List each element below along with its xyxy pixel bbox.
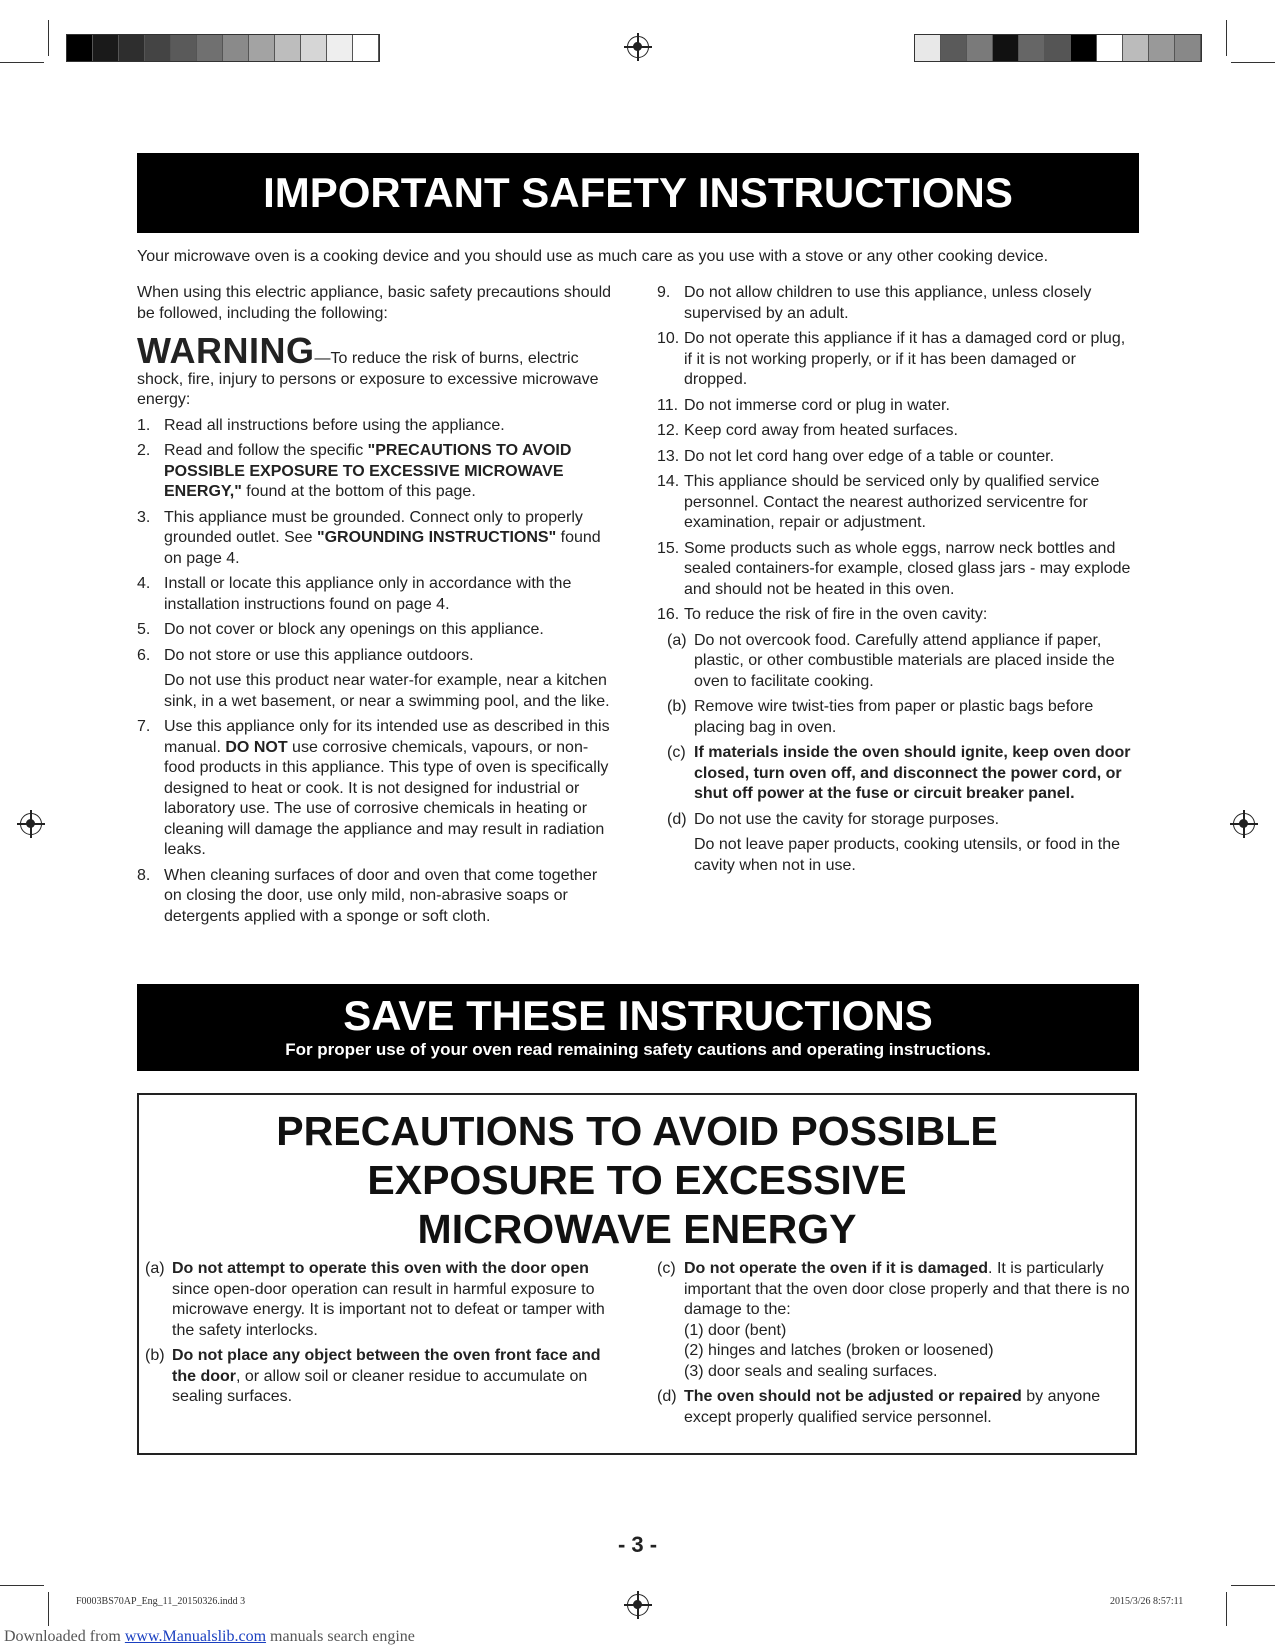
list-item-extra: Do not use this product near water-for example, near a kitchen sink, in a wet basement, or near a swimming pool, and the like. [164, 672, 610, 710]
list-item-number: 13. [657, 447, 680, 465]
list-item-text: The oven should not be adjusted or repaired [684, 1388, 1022, 1405]
list-item-text: , or allow soil or cleaner residue to accumulate on sealing surfaces. [172, 1367, 588, 1405]
list-item [657, 329, 1137, 391]
list-item [145, 1346, 615, 1408]
list-item-number: 7. [137, 718, 151, 735]
list-item-number: (b) [145, 1347, 165, 1364]
list-item-line: (2) hinges and latches (broken or loosened) [684, 1342, 994, 1359]
list-item-text: Read all instructions before using the appliance. [164, 416, 505, 434]
color-swatch [197, 35, 223, 61]
list-item-text: Do not store or use this appliance outdoors. [164, 646, 474, 664]
list-item-text: "GROUNDING INSTRUCTIONS" [317, 529, 557, 546]
list-item-text: Remove wire twist-ties from paper or plastic bags before placing bag in oven. [694, 698, 1094, 736]
list-item-text: Keep cord away from heated surfaces. [684, 422, 958, 439]
color-swatch [119, 35, 145, 61]
safety-list-left [137, 416, 617, 928]
precautions-list-right [657, 1259, 1133, 1433]
list-item-text: Do not attempt to operate this oven with the door open [172, 1260, 589, 1277]
list-item [657, 1259, 1133, 1382]
list-item-number: (c) [657, 1260, 676, 1277]
list-item-text: by anyone except properly qualified service personnel. [684, 1388, 1101, 1426]
list-item-number: 3. [137, 508, 151, 526]
list-item [137, 646, 617, 713]
registration-mark-icon [1233, 813, 1255, 835]
list-item [657, 810, 1137, 877]
list-item [137, 866, 617, 928]
date-slug: 2015/3/26 8:57:11 [1110, 1596, 1184, 1607]
color-bar-right [914, 34, 1202, 62]
list-item-text: "PRECAUTIONS TO AVOID POSSIBLE EXPOSURE TO EXCESSIVE MICROWAVE ENERGY," [164, 442, 572, 500]
list-item-number: (b) [667, 698, 687, 715]
color-swatch [941, 35, 967, 61]
color-swatch [1045, 35, 1071, 61]
file-slug: F0003BS70AP_Eng_11_20150326.indd 3 [76, 1596, 246, 1607]
color-swatch [1071, 35, 1097, 61]
list-item-number: (a) [667, 631, 687, 649]
list-item-text: This appliance must be grounded. Connect only to properly grounded outlet. See [164, 508, 583, 546]
color-swatch [275, 35, 301, 61]
list-item-text: If materials inside the oven should ignite, keep oven door closed, turn oven off, and disconnect the power cord, or shut off power at the fuse or circuit breaker panel. [694, 744, 1131, 802]
list-item-text: Do not operate the oven if it is damaged [684, 1260, 989, 1277]
list-item [657, 631, 1137, 693]
list-item [137, 574, 617, 615]
color-bar-left [66, 34, 380, 62]
list-item [657, 605, 1137, 626]
list-item-text: since open-door operation can result in harmful exposure to microwave energy. It is important not to defeat or tamper with the safety interlocks. [172, 1280, 605, 1339]
save-title: SAVE THESE INSTRUCTIONS [343, 992, 933, 1039]
color-swatch [223, 35, 249, 61]
list-item-text: . It is particularly important that the oven door close properly and that there is no damage to the: [684, 1260, 1130, 1318]
color-swatch [301, 35, 327, 61]
list-item-number: 6. [137, 646, 151, 664]
list-item [657, 539, 1137, 601]
list-item-text: To reduce the risk of fire in the oven cavity: [684, 606, 988, 623]
list-item-line: (1) door (bent) [684, 1321, 787, 1339]
list-item-text: Do not let cord hang over edge of a table or counter. [684, 447, 1055, 465]
list-item-number: 16. [657, 606, 680, 623]
warning-paragraph [137, 330, 617, 411]
list-item-text: found at the bottom of this page. [241, 483, 476, 500]
list-item-number: 9. [657, 284, 671, 301]
color-swatch [1149, 35, 1175, 61]
list-item-number: 12. [657, 422, 680, 439]
list-item-number: 1. [137, 416, 151, 434]
list-item-text: Do not use the cavity for storage purposes. [694, 810, 1000, 828]
precautions-list-left [145, 1259, 615, 1413]
color-swatch [1097, 35, 1123, 61]
list-item [657, 697, 1137, 738]
color-swatch [915, 35, 941, 61]
list-item-number: 8. [137, 866, 151, 884]
list-item-line: (3) door seals and sealing surfaces. [684, 1362, 938, 1380]
list-item-number: 4. [137, 575, 151, 592]
list-item [657, 396, 1137, 417]
list-item-number: (d) [667, 810, 687, 828]
list-item-text: Do not operate this appliance if it has a damaged cord or plug, if it is not working properly, or if it has been damaged or dropped. [684, 330, 1126, 388]
list-item [137, 441, 617, 503]
list-item [137, 620, 617, 641]
right-column [657, 283, 1137, 881]
list-item-number: 5. [137, 621, 151, 638]
list-item [657, 447, 1137, 468]
warning-text: —To reduce the risk of burns, electric shock, fire, injury to persons or exposure to excessive microwave energy: [137, 350, 599, 408]
page-title: IMPORTANT SAFETY INSTRUCTIONS [263, 169, 1013, 216]
list-item-text: Do not place any object between the oven front face and the door [172, 1347, 601, 1385]
list-item-extra: Do not leave paper products, cooking utensils, or food in the cavity when not in use. [694, 836, 1121, 874]
list-item-number: 15. [657, 539, 680, 557]
registration-mark-icon [627, 36, 649, 58]
list-item-text: Some products such as whole eggs, narrow neck bottles and sealed containers-for example, closed glass jars - may explode and should not be heated in this oven. [684, 539, 1131, 598]
list-item [137, 717, 617, 861]
list-item-number: 2. [137, 442, 151, 459]
list-item-text: This appliance should be serviced only by qualified service personnel. Contact the nearest authorized servicentre for examination, repair or adjustment. [684, 473, 1100, 531]
list-item-text: Install or locate this appliance only in accordance with the installation instructions found on page 4. [164, 575, 572, 613]
color-swatch [1123, 35, 1149, 61]
page-number: - 3 - [617, 1532, 658, 1557]
list-item-number: (d) [657, 1388, 677, 1405]
color-swatch [967, 35, 993, 61]
list-item [657, 283, 1137, 324]
list-item-text: Do not cover or block any openings on this appliance. [164, 621, 544, 638]
color-swatch [1019, 35, 1045, 61]
color-swatch [1175, 35, 1201, 61]
manualslib-link[interactable]: www.Manualslib.com [124, 1628, 267, 1645]
list-item-text: found on page 4. [164, 529, 601, 567]
list-item [657, 421, 1137, 442]
list-item-text: use corrosive chemicals, vapours, or non-food products in this appliance. This type of oven is specifically designed to heat or cook. It is not designed for industrial or laboratory use. The use of corrosive chemicals in heating or cleaning will damage the appliance and may result in radiation leaks. [164, 738, 609, 858]
precautions-title: PRECAUTIONS TO AVOID POSSIBLE EXPOSURE TO EXCESSIVE MICROWAVE ENERGY [276, 1108, 998, 1252]
color-swatch [353, 35, 379, 61]
color-swatch [327, 35, 353, 61]
color-swatch [249, 35, 275, 61]
list-item-number: 10. [657, 330, 680, 347]
list-item-text: Do not allow children to use this appliance, unless closely supervised by an adult. [684, 284, 1092, 322]
save-subtitle: For proper use of your oven read remaining safety cautions and operating instructions. [285, 1040, 991, 1059]
warning-word: WARNING [137, 330, 315, 371]
intro-text: Your microwave oven is a cooking device and you should use as much care as you use with a stove or any other cooking device. [137, 248, 1049, 265]
list-item [657, 1387, 1133, 1428]
list-item-text: Read and follow the specific [164, 442, 368, 459]
color-swatch [145, 35, 171, 61]
color-swatch [67, 35, 93, 61]
registration-mark-icon [20, 813, 42, 835]
color-swatch [171, 35, 197, 61]
left-column [137, 283, 617, 932]
safety-list-right [657, 283, 1137, 626]
safety-sublist [657, 631, 1137, 877]
download-footer: Downloaded from www.Manualslib.com manuals search engine [4, 1628, 415, 1645]
color-swatch [993, 35, 1019, 61]
list-item [137, 508, 617, 570]
list-item [657, 472, 1137, 534]
list-item-text: When cleaning surfaces of door and oven that come together on closing the door, use only mild, non-abrasive soaps or detergents applied with a sponge or soft cloth. [164, 866, 598, 925]
list-item-number: (a) [145, 1260, 165, 1277]
lead-text: When using this electric appliance, basic safety precautions should be followed, including the following: [137, 284, 612, 322]
list-item-text: Do not overcook food. Carefully attend appliance if paper, plastic, or other combustible materials are placed inside the oven to facilitate cooking. [694, 631, 1115, 690]
save-banner [137, 984, 1139, 1071]
list-item-text: Do not immerse cord or plug in water. [684, 396, 950, 414]
registration-mark-icon [627, 1594, 649, 1616]
list-item-number: (c) [667, 744, 686, 761]
header-banner [137, 153, 1139, 233]
list-item [137, 416, 617, 437]
list-item-number: 14. [657, 473, 680, 490]
list-item-text: Use this appliance only for its intended use as described in this manual. [164, 718, 610, 756]
list-item [657, 743, 1137, 805]
list-item [145, 1259, 615, 1341]
color-swatch [93, 35, 119, 61]
list-item-number: 11. [657, 396, 679, 414]
precautions-box [137, 1093, 1137, 1455]
list-item-text: DO NOT [225, 738, 288, 756]
